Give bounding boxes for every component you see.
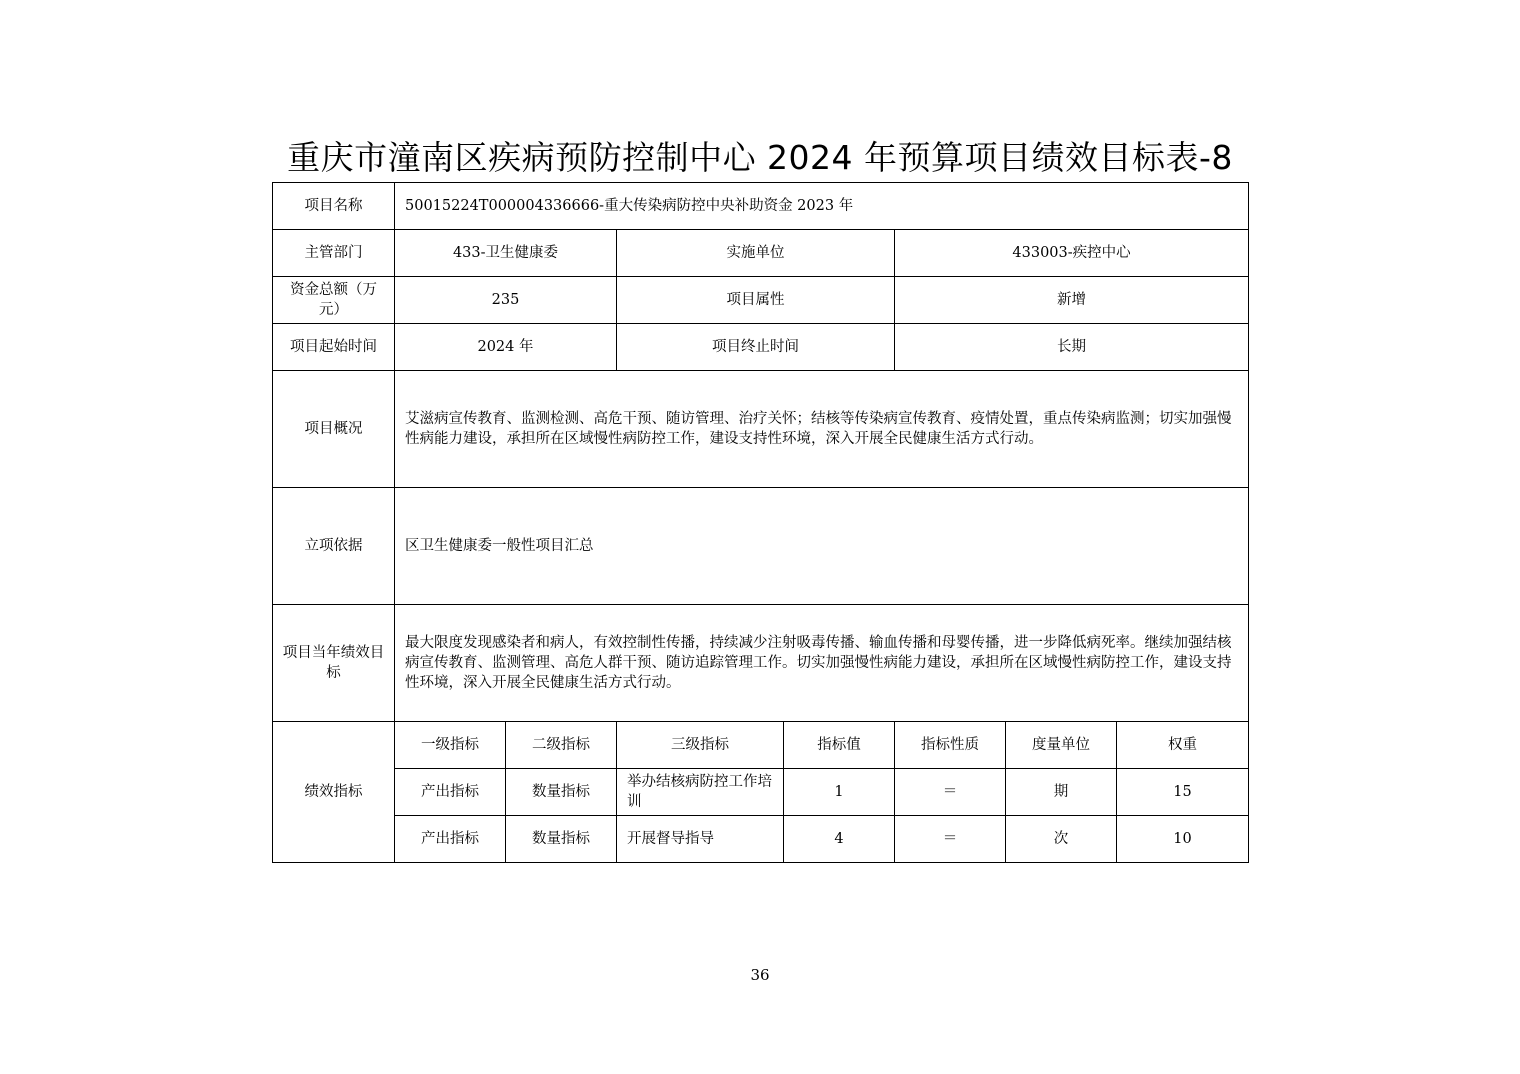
indicator-row: [273, 816, 1249, 863]
indicator-cell: ＝: [895, 816, 1006, 863]
row-goal: [273, 605, 1249, 722]
row-basis: [273, 488, 1249, 605]
implementing-unit-value: 433003-疾控中心: [895, 230, 1249, 277]
indicators-label: 绩效指标: [273, 722, 395, 863]
end-time-label: 项目终止时间: [617, 324, 895, 371]
indicator-header: 权重: [1117, 722, 1249, 769]
project-attribute-value: 新增: [895, 277, 1249, 324]
indicator-header: 度量单位: [1006, 722, 1117, 769]
row-project-name: [273, 183, 1249, 230]
indicator-header: 一级指标: [395, 722, 506, 769]
start-time-label: 项目起始时间: [273, 324, 395, 371]
indicator-cell: 4: [784, 816, 895, 863]
page-title: 重庆市潼南区疾病预防控制中心 2024 年预算项目绩效目标表-8: [287, 138, 1233, 177]
indicator-cell: ＝: [895, 769, 1006, 816]
overview-value: 艾滋病宣传教育、监测检测、高危干预、随访管理、治疗关怀；结核等传染病宣传教育、疫情处置，重点传染病监测；切实加强慢性病能力建设，承担所在区域慢性病防控工作，建设支持性环境，深入开展全民健康生活方式行动。: [395, 371, 1249, 488]
indicator-cell: 15: [1117, 769, 1249, 816]
indicator-cell: 次: [1006, 816, 1117, 863]
basis-value: 区卫生健康委一般性项目汇总: [395, 488, 1249, 605]
indicator-cell: 期: [1006, 769, 1117, 816]
funds-label: 资金总额（万元）: [273, 277, 395, 324]
basis-label: 立项依据: [273, 488, 395, 605]
indicator-cell: 举办结核病防控工作培训: [617, 769, 784, 816]
indicator-cell: 数量指标: [506, 769, 617, 816]
goal-label: 项目当年绩效目标: [273, 605, 395, 722]
implementing-unit-label: 实施单位: [617, 230, 895, 277]
indicator-header: 指标值: [784, 722, 895, 769]
overview-label: 项目概况: [273, 371, 395, 488]
indicator-header: 指标性质: [895, 722, 1006, 769]
goal-value: 最大限度发现感染者和病人，有效控制性传播，持续减少注射吸毒传播、输血传播和母婴传播，进一步降低病死率。继续加强结核病宣传教育、监测管理、高危人群干预、随访追踪管理工作。切实加强慢性病能力建设，承担所在区域慢性病防控工作，建设支持性环境，深入开展全民健康生活方式行动。: [395, 605, 1249, 722]
indicator-cell: 数量指标: [506, 816, 617, 863]
row-funds: [273, 277, 1249, 324]
indicator-header-row: [273, 722, 1249, 769]
performance-goal-table: [272, 182, 1249, 863]
department-label: 主管部门: [273, 230, 395, 277]
indicator-row: [273, 769, 1249, 816]
row-department: [273, 230, 1249, 277]
indicator-header: 二级指标: [506, 722, 617, 769]
row-overview: [273, 371, 1249, 488]
indicator-cell: 10: [1117, 816, 1249, 863]
indicator-cell: 1: [784, 769, 895, 816]
project-name-value: 50015224T000004336666-重大传染病防控中央补助资金 2023 年: [395, 183, 1249, 230]
project-attribute-label: 项目属性: [617, 277, 895, 324]
funds-value: 235: [395, 277, 617, 324]
indicator-header: 三级指标: [617, 722, 784, 769]
indicator-cell: 产出指标: [395, 769, 506, 816]
row-period: [273, 324, 1249, 371]
project-name-label: 项目名称: [273, 183, 395, 230]
department-value: 433-卫生健康委: [395, 230, 617, 277]
indicator-cell: 产出指标: [395, 816, 506, 863]
end-time-value: 长期: [895, 324, 1249, 371]
page-number: 36: [750, 966, 770, 984]
start-time-value: 2024 年: [395, 324, 617, 371]
indicator-cell: 开展督导指导: [617, 816, 784, 863]
